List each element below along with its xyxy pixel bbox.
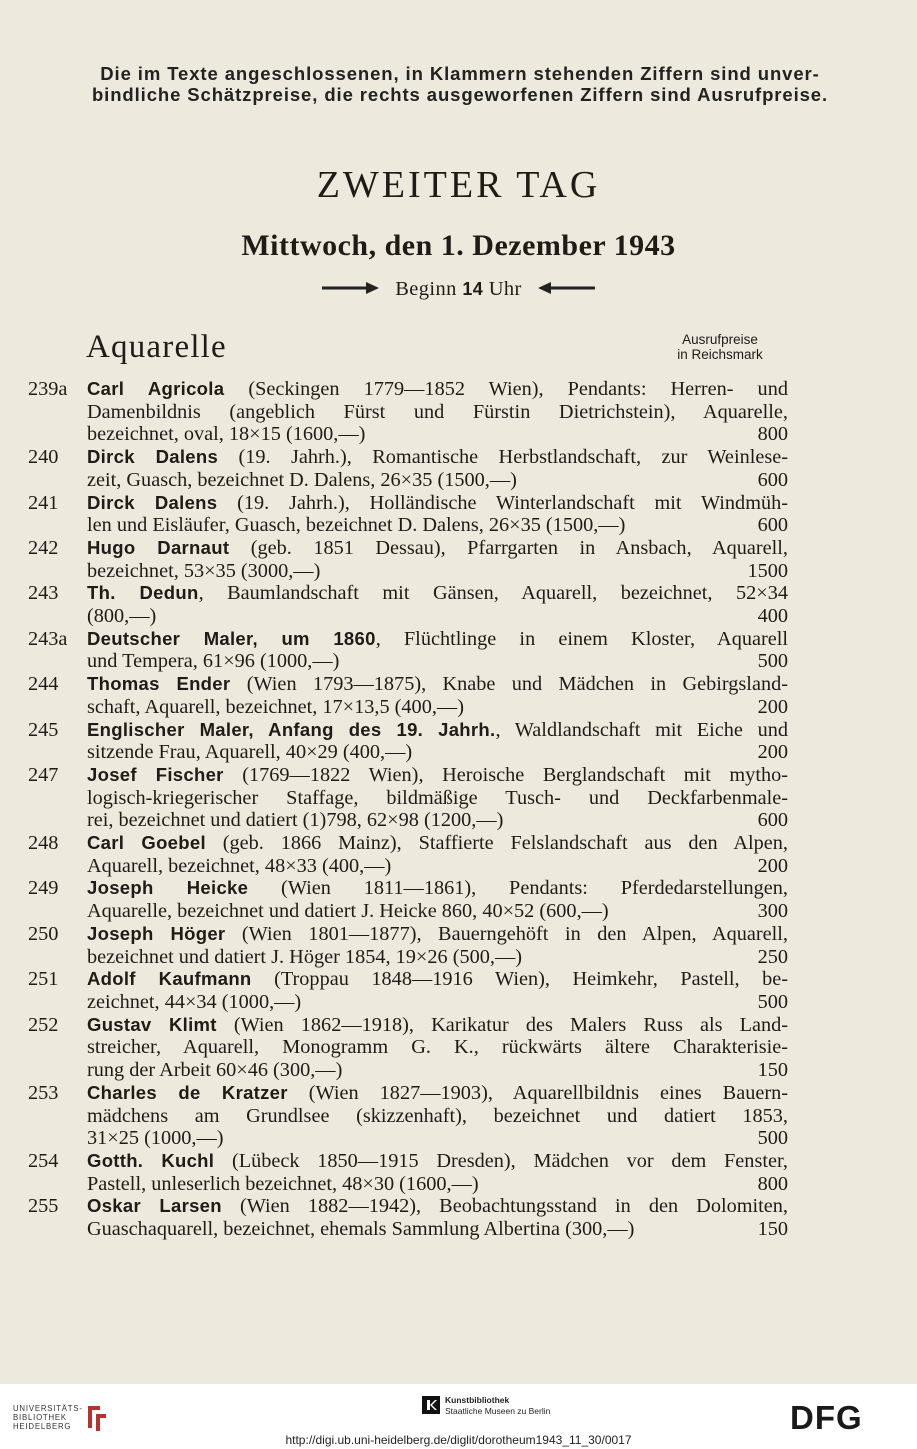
artist-name: Oskar Larsen <box>87 1195 222 1217</box>
artist-name: Joseph Höger <box>87 922 226 944</box>
notice-line-1: Die im Texte angeschlossenen, in Klammern stehenden Ziffern sind unver- <box>100 63 820 84</box>
lot-text-line <box>87 877 788 900</box>
begin-hour: 14 <box>462 279 484 299</box>
reserve-price: 200 <box>757 695 788 718</box>
artist-name: Th. Dedun <box>87 582 199 604</box>
dfg-logo: DFG <box>790 1399 863 1436</box>
lot-number: 241 <box>28 491 59 514</box>
reserve-price: 1500 <box>747 559 788 582</box>
lot-description: bezeichnet und datiert J. Höger 1854, 19×26 (500,—) <box>87 945 522 968</box>
lot-entry <box>28 673 788 718</box>
artist-name: Joseph Heicke <box>87 877 249 899</box>
kb-line-1: Kunstbibliothek <box>445 1395 510 1405</box>
lot-text-line <box>87 1059 788 1082</box>
lot-description: 31×25 (1000,—) <box>87 1127 224 1150</box>
artist-name: Carl Agricola <box>87 378 225 399</box>
lot-description: Aquarelle, bezeichnet und datiert J. Heicke 860, 40×52 (600,—) <box>87 900 609 923</box>
lot-description: Guaschaquarell, bezeichnet, ehemals Sammlung Albertina (300,—) <box>87 1218 635 1241</box>
lot-number: 255 <box>28 1195 59 1218</box>
lot-text-line <box>87 741 788 764</box>
reserve-price: 500 <box>757 990 788 1013</box>
lot-description: Pastell, unleserlich bezeichnet, 48×30 (1600,—) <box>87 1172 479 1195</box>
lot-text-line <box>87 696 788 719</box>
lot-entry <box>28 764 788 832</box>
lot-text-line <box>87 582 788 605</box>
lot-description: zeit, Guasch, bezeichnet D. Dalens, 26×35 (1500,—) <box>87 468 517 491</box>
lot-entry <box>28 582 788 627</box>
lot-text-line <box>87 401 788 424</box>
lot-description: , Waldlandschaft mit Eiche und <box>495 718 788 741</box>
lot-entry <box>28 1195 788 1240</box>
artist-name: Gustav Klimt <box>87 1013 217 1035</box>
price-note-line-2: in Reichsmark <box>677 347 763 362</box>
lot-number: 243a <box>28 627 68 650</box>
lot-description: bezeichnet, 53×35 (3000,—) <box>87 559 321 582</box>
lot-list <box>28 378 788 1241</box>
lot-text-line <box>87 514 788 537</box>
lot-description: , Baumlandschaft mit Gänsen, Aquarell, bezeichnet, 52×34 <box>198 582 788 605</box>
lot-description: Aquarell, bezeichnet, 48×33 (400,—) <box>87 854 392 877</box>
price-note-line-1: Ausrufpreise <box>682 332 758 347</box>
artist-name: Englischer Maler, Anfang des 19. Jahrh. <box>87 718 496 740</box>
lot-text-line <box>87 492 788 515</box>
notice-line-2: bindliche Schätzpreise, die rechts ausgeworfenen Ziffern sind Ausrufpreise. <box>91 84 829 105</box>
lot-description: (19. Jahrh.), Holländische Winterlandschaft mit Windmüh- <box>217 491 789 514</box>
lot-description: schaft, Aquarell, bezeichnet, 17×13,5 (400,—) <box>87 695 464 718</box>
lot-text-line <box>87 1150 788 1173</box>
lot-entry <box>28 1150 788 1195</box>
lot-text-line <box>87 923 788 946</box>
lot-description: (Troppau 1848—1916 Wien), Heimkehr, Pastell, be- <box>251 968 788 991</box>
lot-entry <box>28 1014 788 1082</box>
lot-number: 239a <box>28 378 68 400</box>
lot-number: 250 <box>28 922 59 945</box>
lot-text-line <box>87 832 788 855</box>
lot-text-line <box>87 1218 788 1241</box>
reserve-price: 150 <box>757 1218 788 1241</box>
lot-text-line <box>87 469 788 492</box>
lot-text-line <box>87 560 788 583</box>
arrow-right-icon <box>322 279 380 300</box>
lot-description: (Wien 1793—1875), Knabe und Mädchen in Gebirgsland- <box>230 673 788 696</box>
lot-description: (geb. 1866 Mainz), Staffierte Felslandschaft aus den Alpen, <box>205 832 788 855</box>
lot-text-line <box>87 900 788 923</box>
lot-text-line <box>87 1036 788 1059</box>
section-title: Aquarelle <box>86 329 227 365</box>
lot-description: rei, bezeichnet und datiert (1)798, 62×98 (1200,—) <box>87 809 504 832</box>
lot-number: 252 <box>28 1013 59 1036</box>
lot-entry <box>28 628 788 673</box>
estimate-notice <box>30 63 890 105</box>
reserve-price: 500 <box>757 1127 788 1150</box>
lot-description: mädchens am Grundlsee (skizzenhaft), bezeichnet und datiert 1853, <box>87 1104 788 1127</box>
lot-description: (geb. 1851 Dessau), Pfarrgarten in Ansbach, Aquarell, <box>229 536 788 559</box>
lot-text-line <box>87 1195 788 1218</box>
lot-text-line <box>87 855 788 878</box>
day-title: ZWEITER TAG <box>316 164 601 206</box>
lot-text-line <box>87 628 788 651</box>
lot-text-line <box>87 991 788 1014</box>
ub-line-3: HEIDELBERG <box>13 1421 72 1431</box>
reserve-price: 500 <box>757 650 788 673</box>
reserve-price: 250 <box>757 945 788 968</box>
lot-text-line <box>87 423 788 446</box>
reserve-price: 150 <box>757 1059 788 1082</box>
artist-name: Deutscher Maler, um 1860 <box>87 627 376 649</box>
artist-name: Dirck Dalens <box>87 446 219 468</box>
lot-text-line <box>87 446 788 469</box>
lot-number: 242 <box>28 536 59 559</box>
lot-number: 247 <box>28 763 59 786</box>
lot-description: (Wien 1882—1942), Beobachtungsstand in den Dolomiten, <box>221 1195 788 1218</box>
lot-text-line <box>87 968 788 991</box>
lot-description: sitzende Frau, Aquarell, 40×29 (400,—) <box>87 741 413 764</box>
lot-number: 253 <box>28 1081 59 1104</box>
lot-text-line <box>87 1173 788 1196</box>
artist-name: Adolf Kaufmann <box>87 968 252 990</box>
lot-text-line <box>87 946 788 969</box>
lot-description: bezeichnet, oval, 18×15 (1600,—) <box>87 423 366 446</box>
lot-entry <box>28 832 788 877</box>
lot-text-line <box>87 605 788 628</box>
lot-number: 249 <box>28 877 59 900</box>
reserve-price: 200 <box>757 854 788 877</box>
permalink-url[interactable]: http://digi.ub.uni-heidelberg.de/diglit/dorotheum1943_11_30/0017 <box>285 1433 632 1447</box>
lot-description: (Wien 1827—1903), Aquarellbildnis eines Bauern- <box>287 1081 788 1104</box>
ub-heidelberg-label <box>13 1405 83 1431</box>
artist-name: Josef Fischer <box>87 763 224 785</box>
lot-entry <box>28 719 788 764</box>
lot-number: 251 <box>28 968 59 991</box>
lot-description: len und Eisläufer, Guasch, bezeichnet D. Dalens, 26×35 (1500,—) <box>87 514 626 537</box>
lot-description: rung der Arbeit 60×46 (300,—) <box>87 1059 343 1082</box>
kunstbibliothek-logo-icon <box>422 1396 440 1414</box>
lot-text-line <box>87 809 788 832</box>
lot-description: (Lübeck 1850—1915 Dresden), Mädchen vor dem Fenster, <box>214 1149 788 1172</box>
lot-description: logisch-kriegerischer Staffage, bildmäßige Tusch- und Deckfarbenmale- <box>87 786 788 809</box>
lot-number: 248 <box>28 832 59 855</box>
lot-entry <box>28 446 788 491</box>
lot-entry <box>28 1082 788 1150</box>
arrow-left-icon <box>537 279 595 300</box>
lot-description: (19. Jahrh.), Romantische Herbstlandschaft, zur Weinlese- <box>218 446 788 469</box>
lot-number: 243 <box>28 582 59 605</box>
artist-name: Carl Goebel <box>87 832 206 854</box>
ub-logo-icon <box>84 1402 108 1432</box>
lot-text-line <box>87 673 788 696</box>
start-time-line <box>0 278 917 301</box>
lot-description: (1769—1822 Wien), Heroische Berglandschaft mit mytho- <box>223 763 788 786</box>
ub-line-2: BIBLIOTHEK <box>13 1412 67 1422</box>
lot-text-line <box>87 378 788 401</box>
lot-description: zeichnet, 44×34 (1000,—) <box>87 990 302 1013</box>
lot-description: (800,—) <box>87 605 157 628</box>
price-column-note <box>650 332 790 362</box>
reserve-price: 600 <box>757 514 788 537</box>
begin-prefix: Beginn <box>395 278 457 300</box>
lot-text-line <box>87 764 788 787</box>
ub-line-1: UNIVERSITÄTS- <box>13 1404 83 1413</box>
reserve-price: 600 <box>757 468 788 491</box>
kb-line-2: Staatliche Museen zu Berlin <box>445 1406 551 1416</box>
lot-entry <box>28 923 788 968</box>
artist-name: Dirck Dalens <box>87 491 218 513</box>
lot-description: streicher, Aquarell, Monogramm G. K., rückwärts ältere Charakterisie- <box>87 1036 788 1059</box>
reserve-price: 400 <box>757 605 788 628</box>
lot-text-line <box>87 1082 788 1105</box>
lot-text-line <box>87 1105 788 1128</box>
begin-suffix: Uhr <box>488 278 522 300</box>
lot-entry <box>28 492 788 537</box>
lot-description: Damenbildnis (angeblich Fürst und Fürstin Dietrichstein), Aquarelle, <box>87 400 788 423</box>
date-heading: Mittwoch, den 1. Dezember 1943 <box>241 229 676 262</box>
artist-name: Hugo Darnaut <box>87 536 230 558</box>
lot-number: 244 <box>28 673 59 696</box>
lot-number: 245 <box>28 718 59 741</box>
lot-entry <box>28 378 788 446</box>
reserve-price: 300 <box>757 900 788 923</box>
lot-description: und Tempera, 61×96 (1000,—) <box>87 650 340 673</box>
lot-number: 240 <box>28 446 59 469</box>
artist-name: Charles de Kratzer <box>87 1081 288 1103</box>
lot-entry <box>28 877 788 922</box>
lot-description: (Wien 1862—1918), Karikatur des Malers Russ als Land- <box>216 1013 788 1036</box>
lot-entry <box>28 968 788 1013</box>
artist-name: Thomas Ender <box>87 673 231 695</box>
digitization-footer <box>0 1384 917 1449</box>
lot-text-line <box>87 650 788 673</box>
lot-text-line <box>87 719 788 742</box>
lot-text-line <box>87 537 788 560</box>
reserve-price: 600 <box>757 809 788 832</box>
lot-description: (Wien 1811—1861), Pendants: Pferdedarstellungen, <box>248 877 789 900</box>
lot-number: 254 <box>28 1149 59 1172</box>
lot-text-line <box>87 1014 788 1037</box>
artist-name: Gotth. Kuchl <box>87 1149 215 1171</box>
lot-description: , Flüchtlinge in einem Kloster, Aquarell <box>375 627 789 650</box>
lot-description: (Wien 1801—1877), Bauerngehöft in den Alpen, Aquarell, <box>225 922 788 945</box>
reserve-price: 200 <box>757 741 788 764</box>
reserve-price: 800 <box>757 423 788 446</box>
lot-entry <box>28 537 788 582</box>
lot-description: (Seckingen 1779—1852 Wien), Pendants: Herren- und <box>224 378 788 400</box>
kunstbibliothek-label <box>445 1395 550 1417</box>
lot-text-line <box>87 787 788 810</box>
reserve-price: 800 <box>757 1172 788 1195</box>
lot-text-line <box>87 1127 788 1150</box>
